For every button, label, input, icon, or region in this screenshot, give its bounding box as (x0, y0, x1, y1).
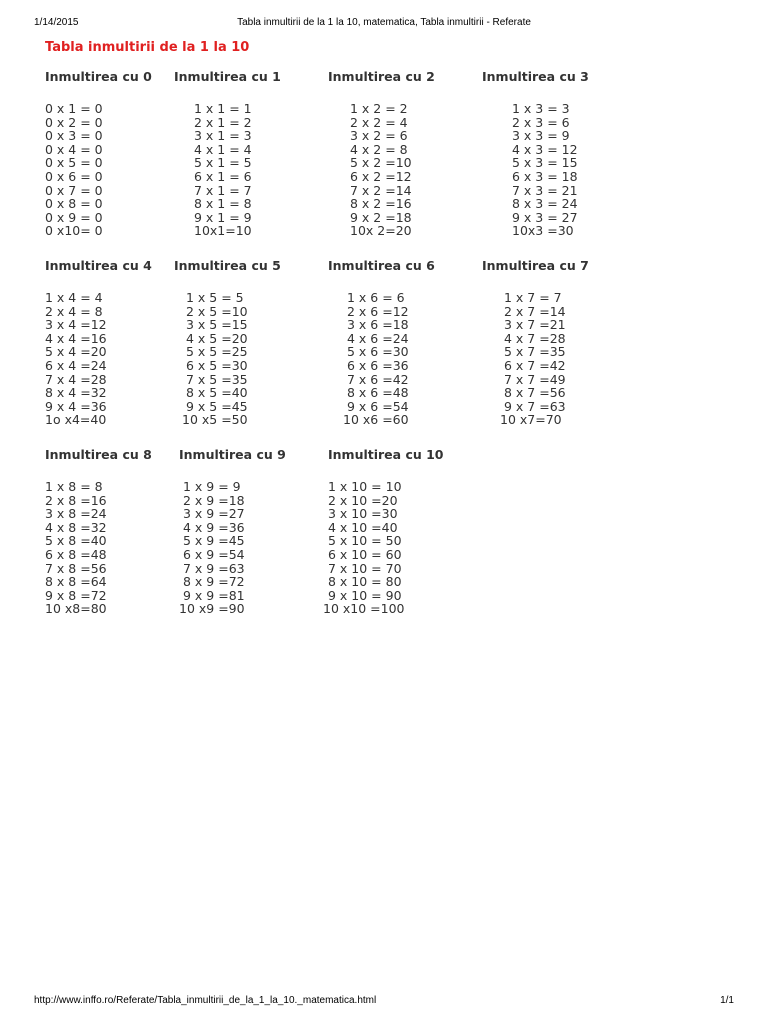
table-row: 1 x 6 = 6 (347, 290, 405, 305)
table-row: 0 x10= 0 (45, 223, 103, 239)
table-row: 7 x 8 =56 (45, 560, 107, 576)
table-row: 0 x 4 = 0 (45, 141, 103, 157)
table-row: 1o x4=40 (45, 412, 107, 428)
table-heading: Inmultirea cu 3 (482, 69, 589, 84)
table-row: 2 x 7 =14 (504, 303, 566, 319)
table-row: 9 x 4 =36 (45, 398, 107, 414)
print-footer (34, 995, 734, 1009)
table-row: 1 x 1 = 1 (194, 101, 252, 116)
table-heading: Inmultirea cu 5 (174, 258, 281, 273)
table-row: 8 x 7 =56 (504, 385, 566, 401)
table-row: 0 x 6 = 0 (45, 168, 103, 184)
table-row: 3 x 4 =12 (45, 317, 107, 333)
table-row: 2 x 10 =20 (328, 492, 398, 508)
table-block-9 (179, 447, 329, 616)
table-row: 6 x 3 = 18 (512, 168, 578, 184)
table-row: 9 x 8 =72 (45, 587, 107, 603)
table-row: 5 x 8 =40 (45, 533, 107, 549)
table-row: 9 x 7 =63 (504, 398, 566, 414)
table-row: 1 x 4 = 4 (45, 290, 103, 305)
table-row: 4 x 1 = 4 (194, 141, 252, 157)
table-row: 6 x 8 =48 (45, 546, 107, 562)
table-row: 4 x 9 =36 (183, 519, 245, 535)
table-block-3 (482, 69, 632, 238)
table-row: 6 x 10 = 60 (328, 546, 402, 562)
table-row: 6 x 6 =36 (347, 357, 409, 373)
table-row: 8 x 6 =48 (347, 385, 409, 401)
table-row: 3 x 6 =18 (347, 317, 409, 333)
table-row: 10 x10 =100 (323, 601, 405, 617)
table-row: 9 x 6 =54 (347, 398, 409, 414)
table-rows (45, 102, 195, 238)
print-url[interactable]: http://www.inffo.ro/Referate/Tabla_inmultirii_de_la_1_la_10._matematica.html (34, 995, 377, 1006)
table-row: 5 x 9 =45 (183, 533, 245, 549)
table-row: 3 x 2 = 6 (350, 128, 408, 144)
table-rows (179, 480, 329, 616)
table-row: 8 x 2 =16 (350, 196, 412, 212)
table-row: 0 x 1 = 0 (45, 101, 103, 116)
table-row: 3 x 8 =24 (45, 506, 107, 522)
table-row: 2 x 1 = 2 (194, 114, 252, 130)
table-row: 7 x 3 = 21 (512, 182, 578, 198)
table-rows (482, 291, 632, 427)
table-row: 6 x 4 =24 (45, 357, 107, 373)
table-row: 10 x9 =90 (179, 601, 245, 617)
table-heading: Inmultirea cu 7 (482, 258, 589, 273)
table-row: 5 x 6 =30 (347, 344, 409, 360)
table-block-0 (45, 69, 195, 238)
table-rows (45, 291, 195, 427)
table-row: 8 x 1 = 8 (194, 196, 252, 212)
table-row: 1 x 9 = 9 (183, 479, 241, 494)
table-row: 1 x 3 = 3 (512, 101, 570, 116)
table-row: 8 x 5 =40 (186, 385, 248, 401)
table-row: 9 x 5 =45 (186, 398, 248, 414)
table-heading: Inmultirea cu 10 (328, 447, 444, 462)
page-title: Tabla inmultirii de la 1 la 10 (45, 40, 250, 55)
table-row: 3 x 10 =30 (328, 506, 398, 522)
table-row: 3 x 9 =27 (183, 506, 245, 522)
table-rows (328, 102, 478, 238)
table-row: 1 x 2 = 2 (350, 101, 408, 116)
table-block-1 (174, 69, 324, 238)
table-row: 5 x 1 = 5 (194, 155, 252, 171)
table-row: 2 x 2 = 4 (350, 114, 408, 130)
table-row: 8 x 9 =72 (183, 574, 245, 590)
table-row: 2 x 8 =16 (45, 492, 107, 508)
table-row: 7 x 9 =63 (183, 560, 245, 576)
table-rows (45, 480, 195, 616)
table-row: 1 x 8 = 8 (45, 479, 103, 494)
table-row: 5 x 5 =25 (186, 344, 248, 360)
table-row: 10 x6 =60 (343, 412, 409, 428)
table-row: 10x3 =30 (512, 223, 574, 239)
table-row: 5 x 2 =10 (350, 155, 412, 171)
table-row: 1 x 5 = 5 (186, 290, 244, 305)
table-row: 10 x8=80 (45, 601, 107, 617)
table-row: 0 x 2 = 0 (45, 114, 103, 130)
table-heading: Inmultirea cu 8 (45, 447, 152, 462)
table-row: 3 x 1 = 3 (194, 128, 252, 144)
table-heading: Inmultirea cu 9 (179, 447, 286, 462)
table-row: 9 x 1 = 9 (194, 209, 252, 225)
table-row: 7 x 4 =28 (45, 371, 107, 387)
table-row: 3 x 5 =15 (186, 317, 248, 333)
table-row: 3 x 3 = 9 (512, 128, 570, 144)
table-block-10 (323, 447, 478, 617)
table-row: 8 x 10 = 80 (328, 574, 402, 590)
print-header (34, 17, 734, 31)
table-row: 2 x 5 =10 (186, 303, 248, 319)
table-rows (328, 291, 478, 427)
table-rows (482, 102, 632, 238)
table-row: 4 x 10 =40 (328, 519, 398, 535)
table-row: 7 x 6 =42 (347, 371, 409, 387)
table-heading: Inmultirea cu 1 (174, 69, 281, 84)
table-heading: Inmultirea cu 2 (328, 69, 435, 84)
table-row: 0 x 7 = 0 (45, 182, 103, 198)
table-row: 4 x 5 =20 (186, 330, 248, 346)
table-row: 4 x 3 = 12 (512, 141, 578, 157)
table-row: 1 x 10 = 10 (328, 479, 402, 494)
table-row: 5 x 3 = 15 (512, 155, 578, 171)
table-rows (174, 102, 324, 238)
table-row: 9 x 10 = 90 (328, 587, 402, 603)
table-block-5 (174, 258, 324, 427)
print-document-title: Tabla inmultirii de la 1 la 10, matematica, Tabla inmultirii - Referate (237, 17, 531, 28)
table-row: 5 x 7 =35 (504, 344, 566, 360)
table-row: 4 x 2 = 8 (350, 141, 408, 157)
table-row: 2 x 3 = 6 (512, 114, 570, 130)
table-row: 0 x 5 = 0 (45, 155, 103, 171)
print-date: 1/14/2015 (34, 17, 79, 28)
table-row: 8 x 8 =64 (45, 574, 107, 590)
table-block-8 (45, 447, 195, 616)
table-row: 10 x7=70 (500, 412, 562, 428)
table-row: 0 x 9 = 0 (45, 209, 103, 225)
table-rows (174, 291, 324, 427)
page-number: 1/1 (720, 995, 734, 1006)
table-row: 2 x 9 =18 (183, 492, 245, 508)
table-row: 10 x5 =50 (182, 412, 248, 428)
table-row: 0 x 3 = 0 (45, 128, 103, 144)
table-block-2 (328, 69, 478, 238)
table-heading: Inmultirea cu 0 (45, 69, 152, 84)
table-block-7 (482, 258, 632, 427)
table-row: 6 x 5 =30 (186, 357, 248, 373)
table-row: 2 x 6 =12 (347, 303, 409, 319)
table-row: 7 x 10 = 70 (328, 560, 402, 576)
table-block-4 (45, 258, 195, 427)
table-row: 4 x 8 =32 (45, 519, 107, 535)
table-row: 2 x 4 = 8 (45, 303, 103, 319)
table-row: 5 x 10 = 50 (328, 533, 402, 549)
table-row: 9 x 3 = 27 (512, 209, 578, 225)
table-row: 1 x 7 = 7 (504, 290, 562, 305)
table-heading: Inmultirea cu 4 (45, 258, 152, 273)
table-row: 8 x 4 =32 (45, 385, 107, 401)
table-block-6 (328, 258, 478, 427)
table-row: 6 x 2 =12 (350, 168, 412, 184)
table-row: 6 x 1 = 6 (194, 168, 252, 184)
table-row: 0 x 8 = 0 (45, 196, 103, 212)
table-row: 7 x 2 =14 (350, 182, 412, 198)
table-row: 7 x 7 =49 (504, 371, 566, 387)
table-rows (323, 479, 478, 617)
table-row: 10x 2=20 (350, 223, 412, 239)
table-row: 6 x 9 =54 (183, 546, 245, 562)
table-row: 10x1=10 (194, 223, 252, 239)
table-row: 4 x 7 =28 (504, 330, 566, 346)
table-row: 6 x 7 =42 (504, 357, 566, 373)
table-row: 5 x 4 =20 (45, 344, 107, 360)
table-row: 9 x 9 =81 (183, 587, 245, 603)
table-row: 7 x 1 = 7 (194, 182, 252, 198)
table-row: 9 x 2 =18 (350, 209, 412, 225)
table-row: 4 x 6 =24 (347, 330, 409, 346)
table-row: 4 x 4 =16 (45, 330, 107, 346)
table-heading: Inmultirea cu 6 (328, 258, 435, 273)
table-row: 7 x 5 =35 (186, 371, 248, 387)
table-row: 3 x 7 =21 (504, 317, 566, 333)
table-row: 8 x 3 = 24 (512, 196, 578, 212)
